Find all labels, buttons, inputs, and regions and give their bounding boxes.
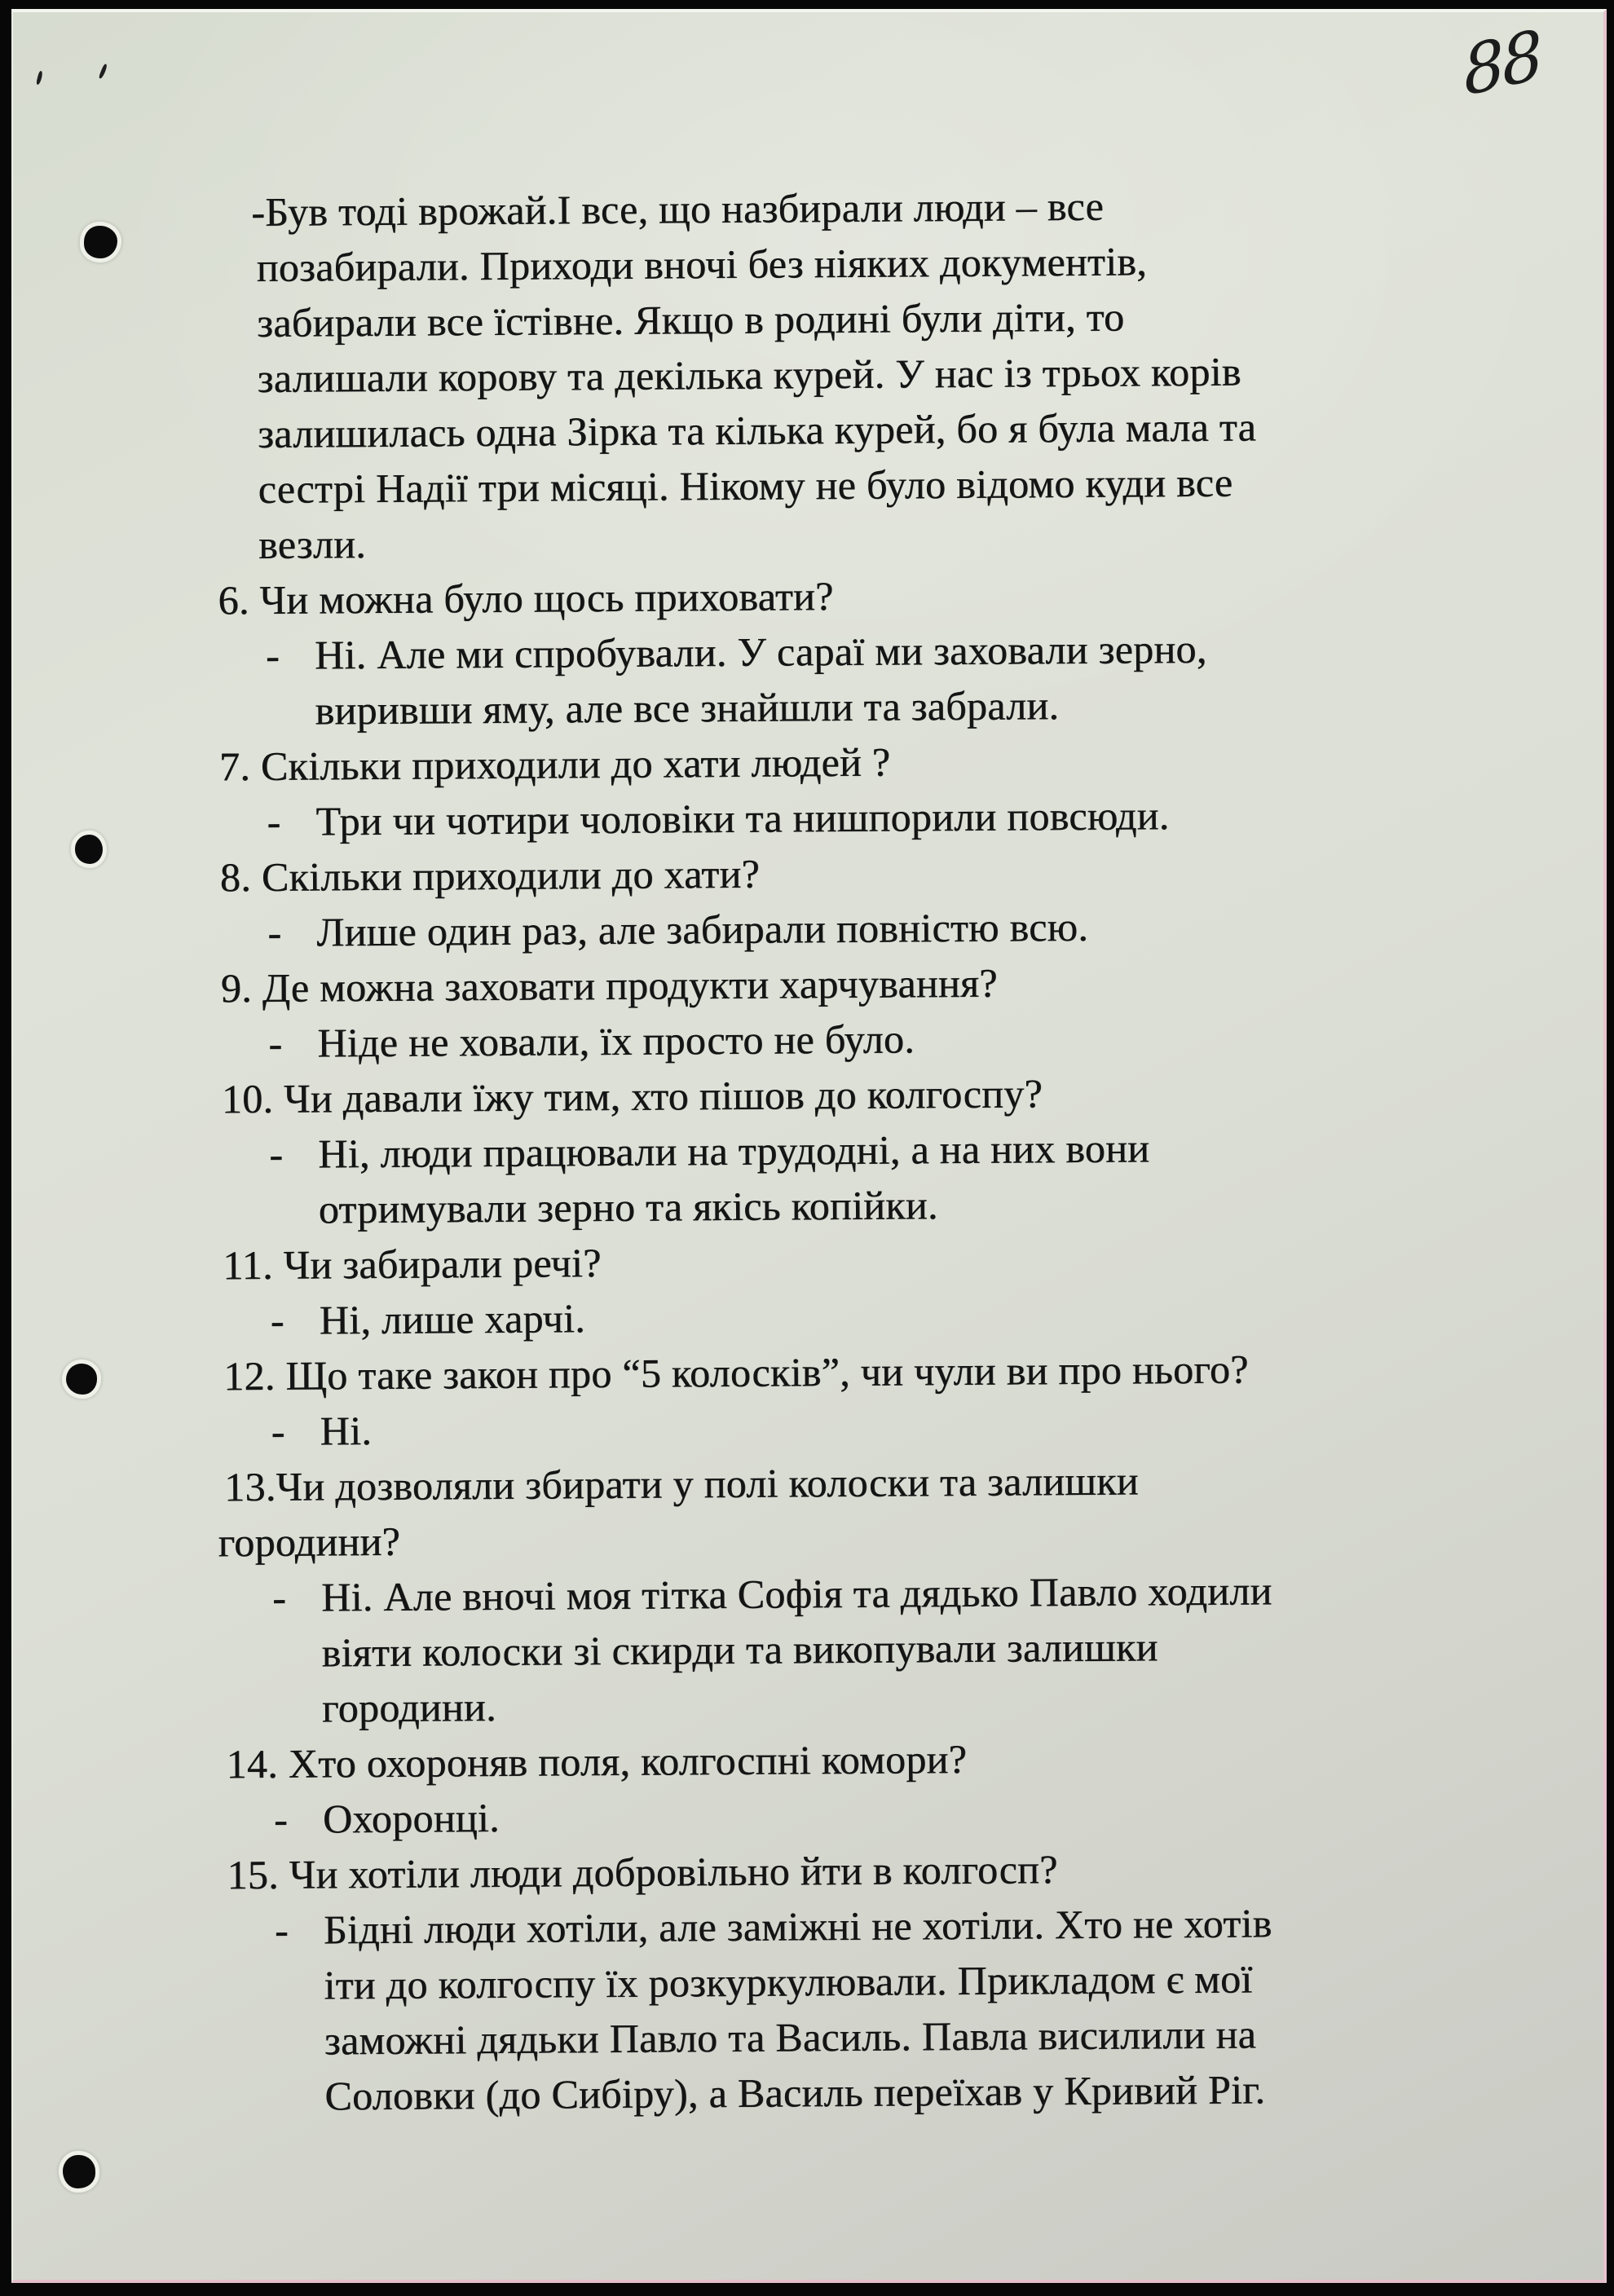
answer-dash: - — [271, 1408, 285, 1454]
line-text: Ніде не ховали, їх просто не було. — [317, 1016, 915, 1066]
answer-line — [23, 1562, 1523, 1628]
answer-line — [23, 1617, 1523, 1683]
paragraph-line — [15, 398, 1515, 464]
handwritten-page-number: 88 — [1460, 15, 1544, 112]
answer-dash: - — [274, 1906, 289, 1953]
punch-hole — [66, 1364, 97, 1395]
line-text: Охоронці. — [322, 1794, 500, 1842]
question-line — [20, 1229, 1520, 1295]
answer-line — [18, 897, 1518, 963]
answer-line — [25, 1950, 1525, 2016]
answer-line — [19, 1007, 1519, 1073]
line-text: заможні дядьки Павло та Василь. Павла висилили на — [324, 2011, 1257, 2064]
answer-line — [17, 786, 1517, 852]
line-text: залишали корову та декілька курей. У нас із трьох корів — [257, 348, 1241, 402]
answer-line — [21, 1285, 1521, 1351]
answer-line — [16, 675, 1516, 741]
line-text: 10. Чи давали їжу тим, хто пішов до колгоспу? — [221, 1070, 1043, 1122]
line-text: -Був тоді врожай.І все, що назбирали люди – все — [251, 183, 1105, 236]
line-text: Ні. Але ми спробували. У сараї ми заховали зерно, — [314, 625, 1207, 678]
paragraph-line — [15, 509, 1515, 575]
answer-dash: - — [271, 1574, 287, 1620]
answer-dash: - — [273, 1796, 289, 1842]
answer-line — [26, 2005, 1526, 2071]
line-text: сестрі Надії три місяці. Нікому не було відомо куди все — [258, 459, 1233, 513]
punch-hole — [75, 835, 103, 864]
paper-sheet — [11, 9, 1607, 2283]
question-line — [18, 841, 1518, 907]
answer-dash: - — [270, 1297, 284, 1343]
line-text: 11. Чи забирали речі? — [223, 1240, 602, 1289]
line-text: 7. Скільки приходили до хати людей ? — [218, 738, 891, 790]
line-text: 15. Чи хотіли люди добровільно йти в колгосп? — [227, 1846, 1058, 1898]
paragraph-line — [13, 231, 1513, 297]
answer-line — [24, 1783, 1524, 1849]
answer-line — [21, 1395, 1521, 1461]
paragraph-line — [15, 453, 1515, 519]
line-text: 8. Скільки приходили до хати? — [219, 850, 761, 901]
question-line — [21, 1340, 1521, 1406]
line-text: Ні, лише харчі. — [319, 1295, 586, 1343]
answer-line — [26, 2060, 1526, 2126]
answer-line — [20, 1118, 1519, 1184]
paragraph-line — [14, 287, 1514, 353]
line-text: городини. — [321, 1684, 496, 1731]
answer-line — [20, 1174, 1520, 1240]
line-text: Ні. Але вночі моя тітка Софія та дядько Павло ходили — [320, 1567, 1272, 1620]
question-line — [20, 1063, 1519, 1129]
answer-line — [24, 1672, 1524, 1739]
line-text: Ні. — [320, 1408, 373, 1454]
line-text: Ні, люди працювали на трудодні, а на них вони — [318, 1125, 1150, 1177]
line-text: везли. — [258, 521, 367, 568]
line-text: 14. Хто охороняв поля, колгоспні комори? — [226, 1735, 968, 1787]
paragraph-line — [14, 342, 1514, 408]
line-text: виривши яму, але все знайшли та забрали. — [315, 682, 1060, 734]
question-line — [19, 952, 1519, 1018]
line-text: отримували зерно та якісь копійки. — [318, 1182, 938, 1232]
answer-dash: - — [269, 1130, 284, 1177]
answer-dash: - — [267, 909, 282, 955]
line-text: віяти колоски зі скирди та викопували залишки — [321, 1624, 1158, 1676]
answer-line — [16, 619, 1516, 685]
stray-mark — [36, 71, 43, 86]
line-text: 12. Що таке закон про “5 колосків”, чи чули ви про нього? — [223, 1346, 1249, 1399]
question-line — [22, 1451, 1522, 1517]
typed-text-block — [13, 176, 1527, 2126]
question-line — [24, 1839, 1524, 1905]
answer-line — [25, 1894, 1525, 1960]
line-text: 9. Де можна заховати продукти харчування? — [220, 959, 998, 1011]
question-line — [24, 1728, 1524, 1794]
line-text: іти до колгоспу їх розкуркулювали. Прикладом є мої — [324, 1955, 1253, 2008]
answer-dash: - — [265, 632, 280, 678]
answer-dash: - — [268, 1020, 283, 1066]
answer-dash: - — [267, 798, 281, 844]
question-line — [15, 564, 1515, 630]
question-line — [17, 730, 1517, 796]
line-text: Бідні люди хотіли, але заміжні не хотіли. Хто не хотів — [323, 1900, 1272, 1953]
line-text: Три чи чотири чоловіки та нишпорили повсюди. — [315, 792, 1170, 844]
line-text: залишилась одна Зірка та кілька курей, бо я була мала та — [257, 403, 1257, 457]
line-text: городини? — [218, 1518, 401, 1566]
punch-hole — [63, 2155, 95, 2188]
line-text: Лише один раз, але забирали повністю всю. — [316, 903, 1089, 955]
line-text: 6. Чи можна було щось приховати? — [218, 573, 834, 624]
line-text: 13.Чи дозволяли збирати у полі колоски та залишки — [223, 1457, 1139, 1510]
line-text: позабирали. Приходи вночі без ніяких документів, — [256, 238, 1148, 291]
line-text: Соловки (до Сибіру), а Василь переїхав у Кривий Ріг. — [324, 2066, 1266, 2119]
paragraph-line — [13, 176, 1513, 242]
stray-mark — [99, 64, 108, 79]
question-line — [22, 1506, 1522, 1572]
line-text: забирали все їстівне. Якщо в родині були діти, то — [256, 293, 1125, 346]
